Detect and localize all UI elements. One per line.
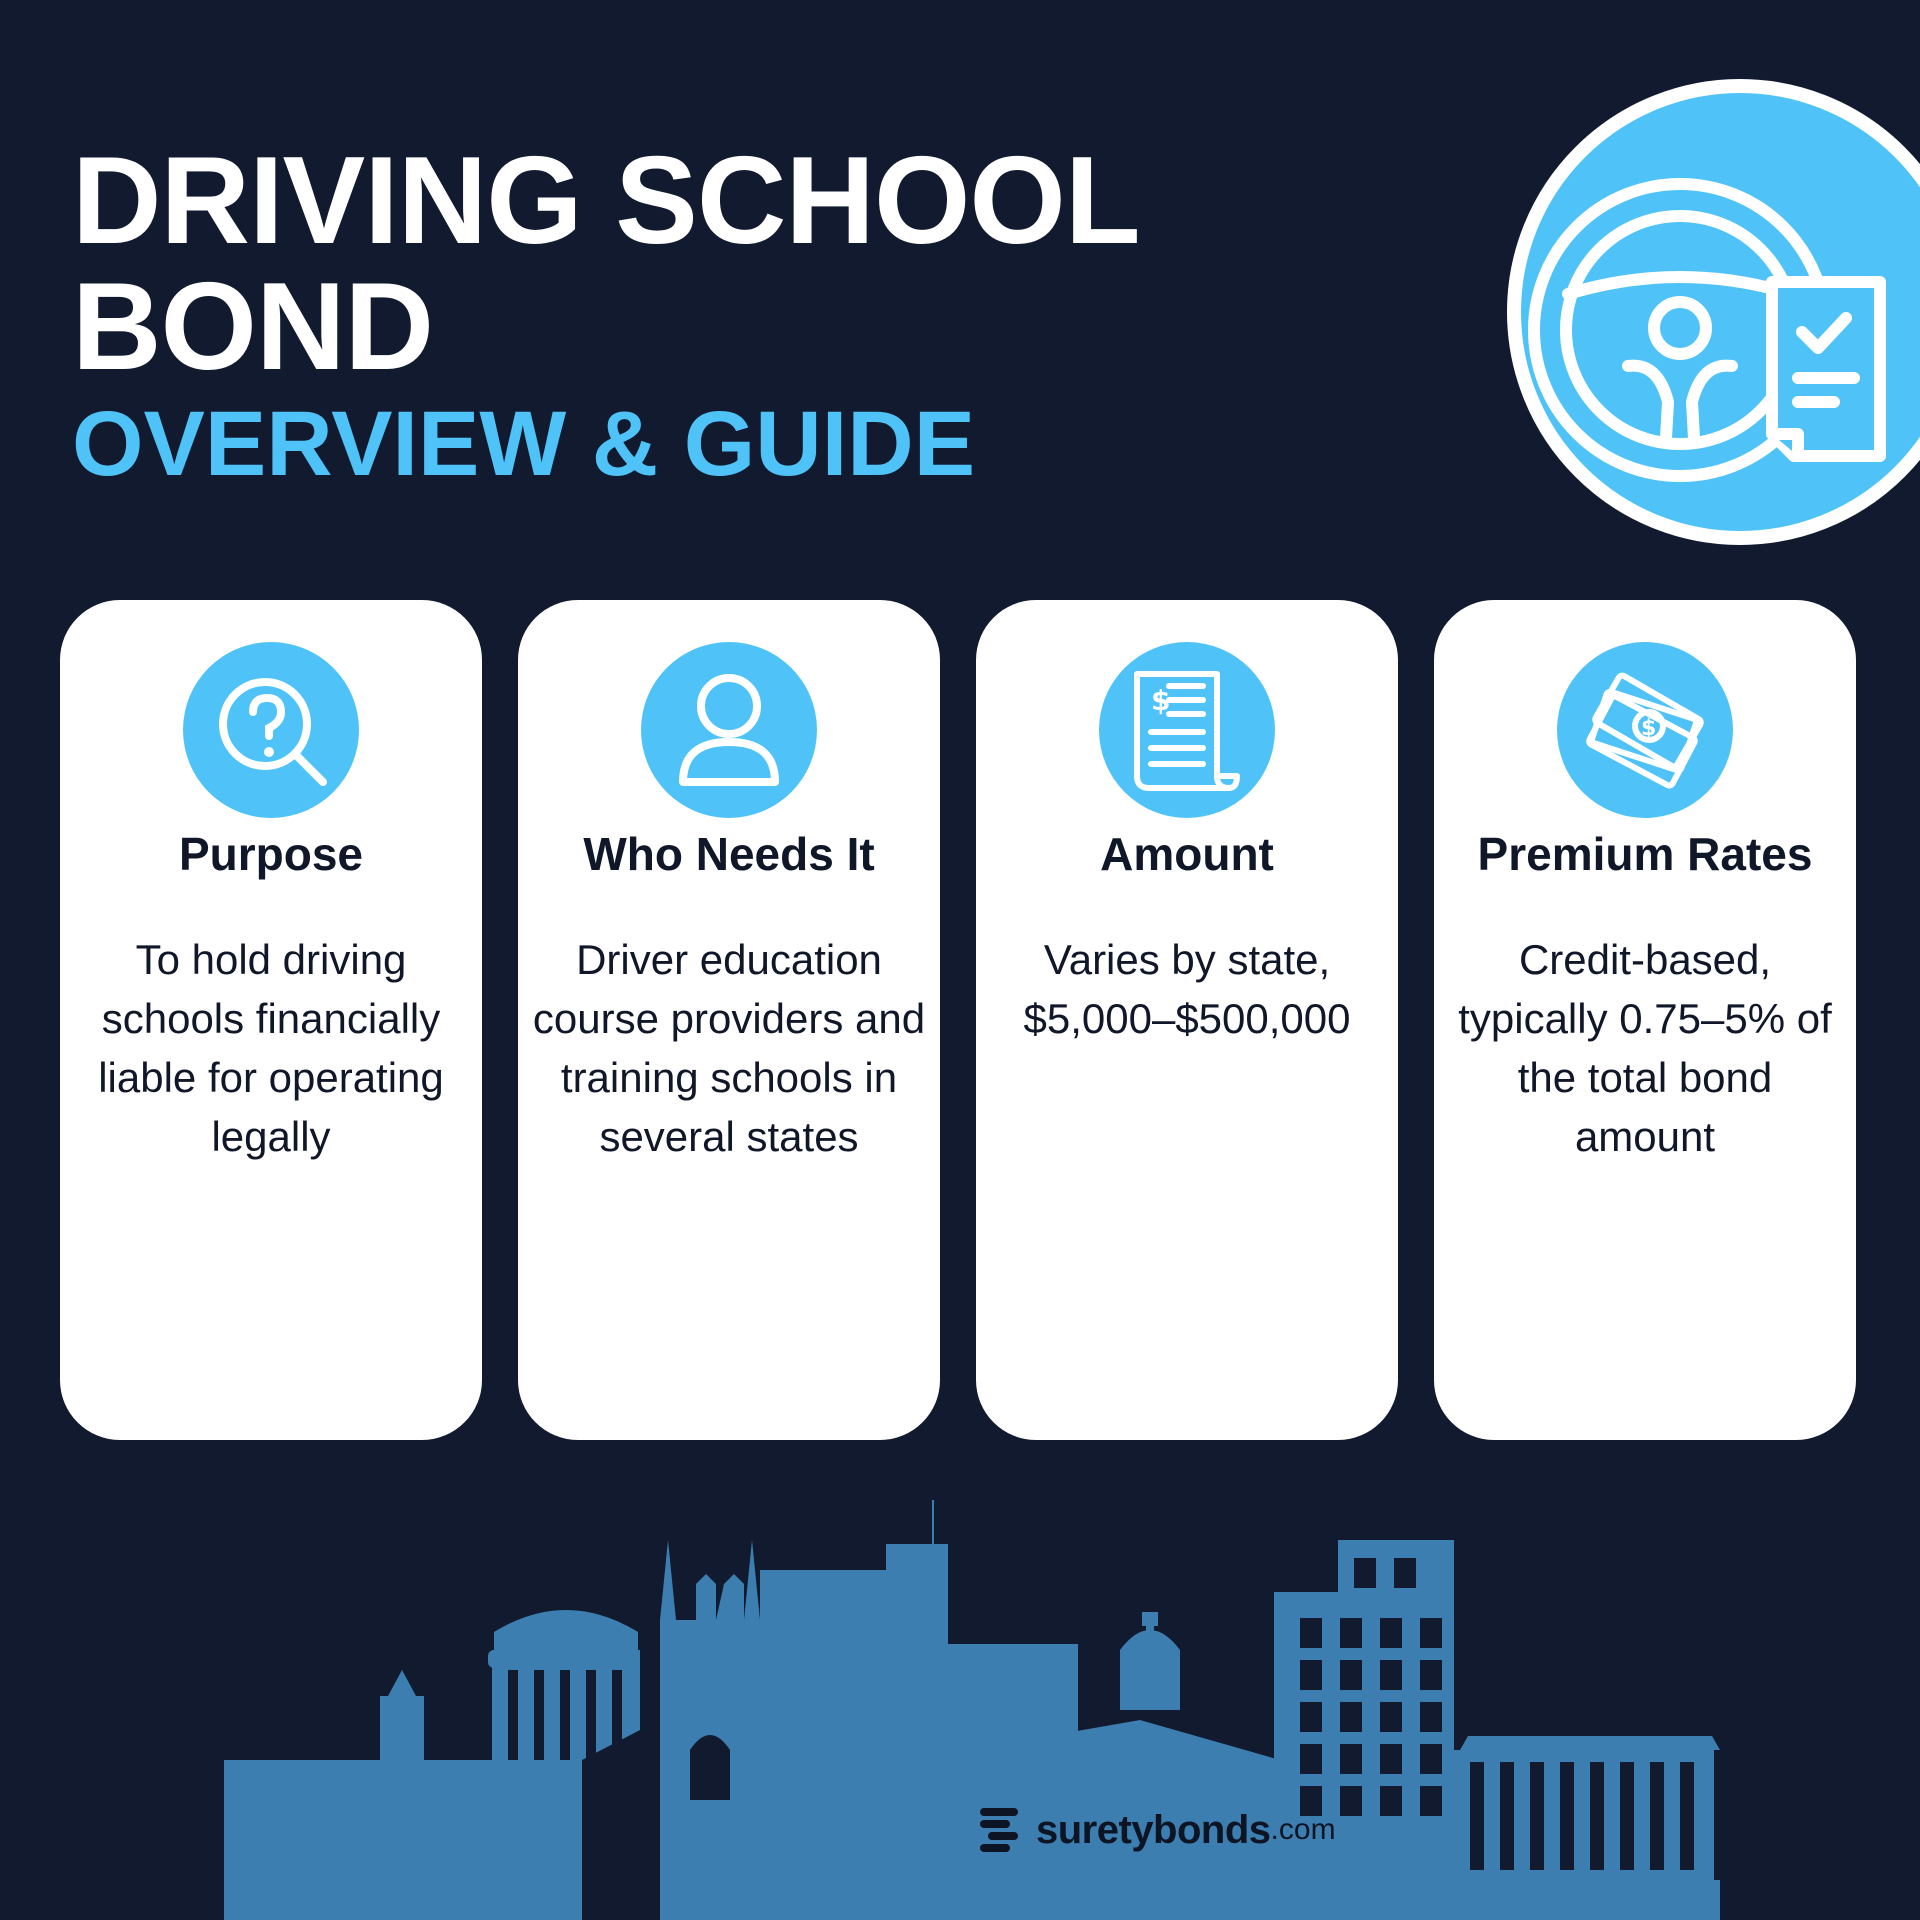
question-magnifier-icon: [183, 642, 359, 818]
brand-name: suretybonds: [1036, 1807, 1271, 1852]
card-title: Premium Rates: [1477, 828, 1813, 880]
brand-logo: [976, 1806, 1336, 1854]
page-subtitle: OVERVIEW & GUIDE: [72, 393, 976, 495]
card-title: Purpose: [178, 828, 364, 880]
card-text: Varies by state, $5,000–$500,000: [1023, 936, 1351, 1042]
receipt-icon: [1099, 642, 1275, 818]
money-bills-icon: [1557, 642, 1733, 818]
card-amount: [976, 600, 1398, 1440]
card-title: Amount: [1100, 828, 1274, 880]
card-who-needs-it: [518, 600, 940, 1440]
card-title: Who Needs It: [583, 828, 875, 880]
card-text: To hold driving schools financially liable for operating legally: [98, 936, 444, 1160]
card-premium-rates: [1434, 600, 1856, 1440]
card-text: Credit-based, typically 0.75–5% of the total bond amount: [1458, 936, 1832, 1160]
person-icon: [641, 642, 817, 818]
card-text: Driver education course providers and training schools in several states: [532, 936, 926, 1160]
suretybonds-logo-icon: [976, 1806, 1022, 1854]
steering-wheel-document-icon: [1498, 72, 1920, 552]
svg-text:$: $: [1151, 684, 1171, 717]
city-skyline-illustration: [0, 1500, 1920, 1920]
card-purpose: [60, 600, 482, 1440]
page-title: DRIVING SCHOOL BOND: [72, 132, 1138, 396]
svg-text:$: $: [1641, 716, 1657, 741]
brand-tld: .com: [1270, 1813, 1336, 1846]
